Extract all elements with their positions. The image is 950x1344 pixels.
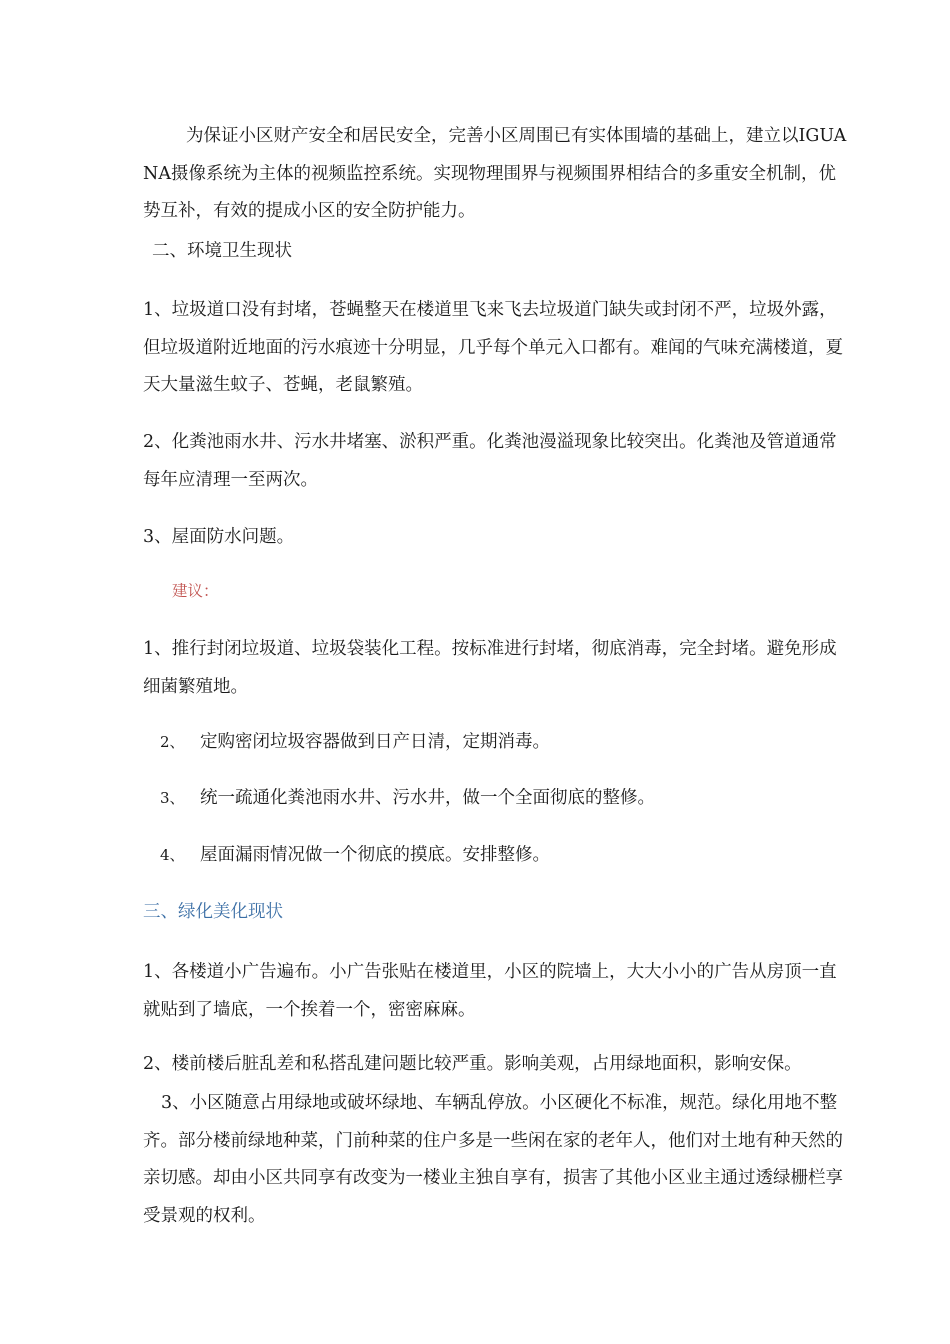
suggestion-item-number: 3、 xyxy=(160,789,185,807)
section-heading-greening: 三、绿化美化现状 xyxy=(143,902,283,922)
suggestion-item-text: 统一疏通化粪池雨水井、污水井，做一个全面彻底的整修。 xyxy=(200,788,655,808)
suggestion-item-number: 2、 xyxy=(160,733,185,751)
greening-item-3-text: 3、小区随意占用绿地或破坏绿地、车辆乱停放。小区硬化不标准，规范。绿化用地不整齐。部分楼前绿地种菜，门前种菜的住户多是一些闲在家的老年人，他们对土地有种天然的亲切感。却由小区共同享有改变为一楼业主独自享有，损害了其他小区业主通过透绿栅栏享受景观的权利。 xyxy=(143,1093,843,1226)
suggestion-item-text: 定购密闭垃圾容器做到日产日清，定期消毒。 xyxy=(200,732,550,752)
suggestion-item-text: 屋面漏雨情况做一个彻底的摸底。安排整修。 xyxy=(200,845,550,865)
environment-item-1: 1、垃圾道口没有封堵，苍蝇整天在楼道里飞来飞去垃圾道门缺失或封闭不严，垃圾外露，但垃圾道附近地面的污水痕迹十分明显，几乎每个单元入口都有。难闻的气味充满楼道，夏天大量滋生蚊子、苍蝇，老鼠繁殖。 xyxy=(143,300,843,395)
greening-item-2: 2、楼前楼后脏乱差和私搭乱建问题比较严重。影响美观，占用绿地面积，影响安保。 xyxy=(143,1054,802,1074)
environment-item-3: 3、屋面防水问题。 xyxy=(143,527,295,547)
suggestion-item-1: 1、推行封闭垃圾道、垃圾袋装化工程。按标准进行封堵，彻底消毒，完全封堵。避免形成细菌繁殖地。 xyxy=(143,639,837,697)
suggestion-label: 建议： xyxy=(172,582,219,600)
greening-item-1: 1、各楼道小广告遍布。小广告张贴在楼道里，小区的院墙上，大大小小的广告从房顶一直就贴到了墙底，一个挨着一个，密密麻麻。 xyxy=(143,962,837,1020)
intro-paragraph: 为保证小区财产安全和居民安全，完善小区周围已有实体围墙的基础上，建立以IGUANA摄像系统为主体的视频监控系统。实现物理围界与视频围界相结合的多重安全机制，优势互补，有效的提成小区的安全防护能力。 xyxy=(143,126,847,221)
environment-item-2: 2、化粪池雨水井、污水井堵塞、淤积严重。化粪池漫溢现象比较突出。化粪池及管道通常每年应清理一至两次。 xyxy=(143,432,837,490)
suggestion-item-number: 4、 xyxy=(160,846,185,864)
greening-item-3 xyxy=(143,1085,853,1235)
section-heading-environment: 二、环境卫生现状 xyxy=(152,241,292,261)
